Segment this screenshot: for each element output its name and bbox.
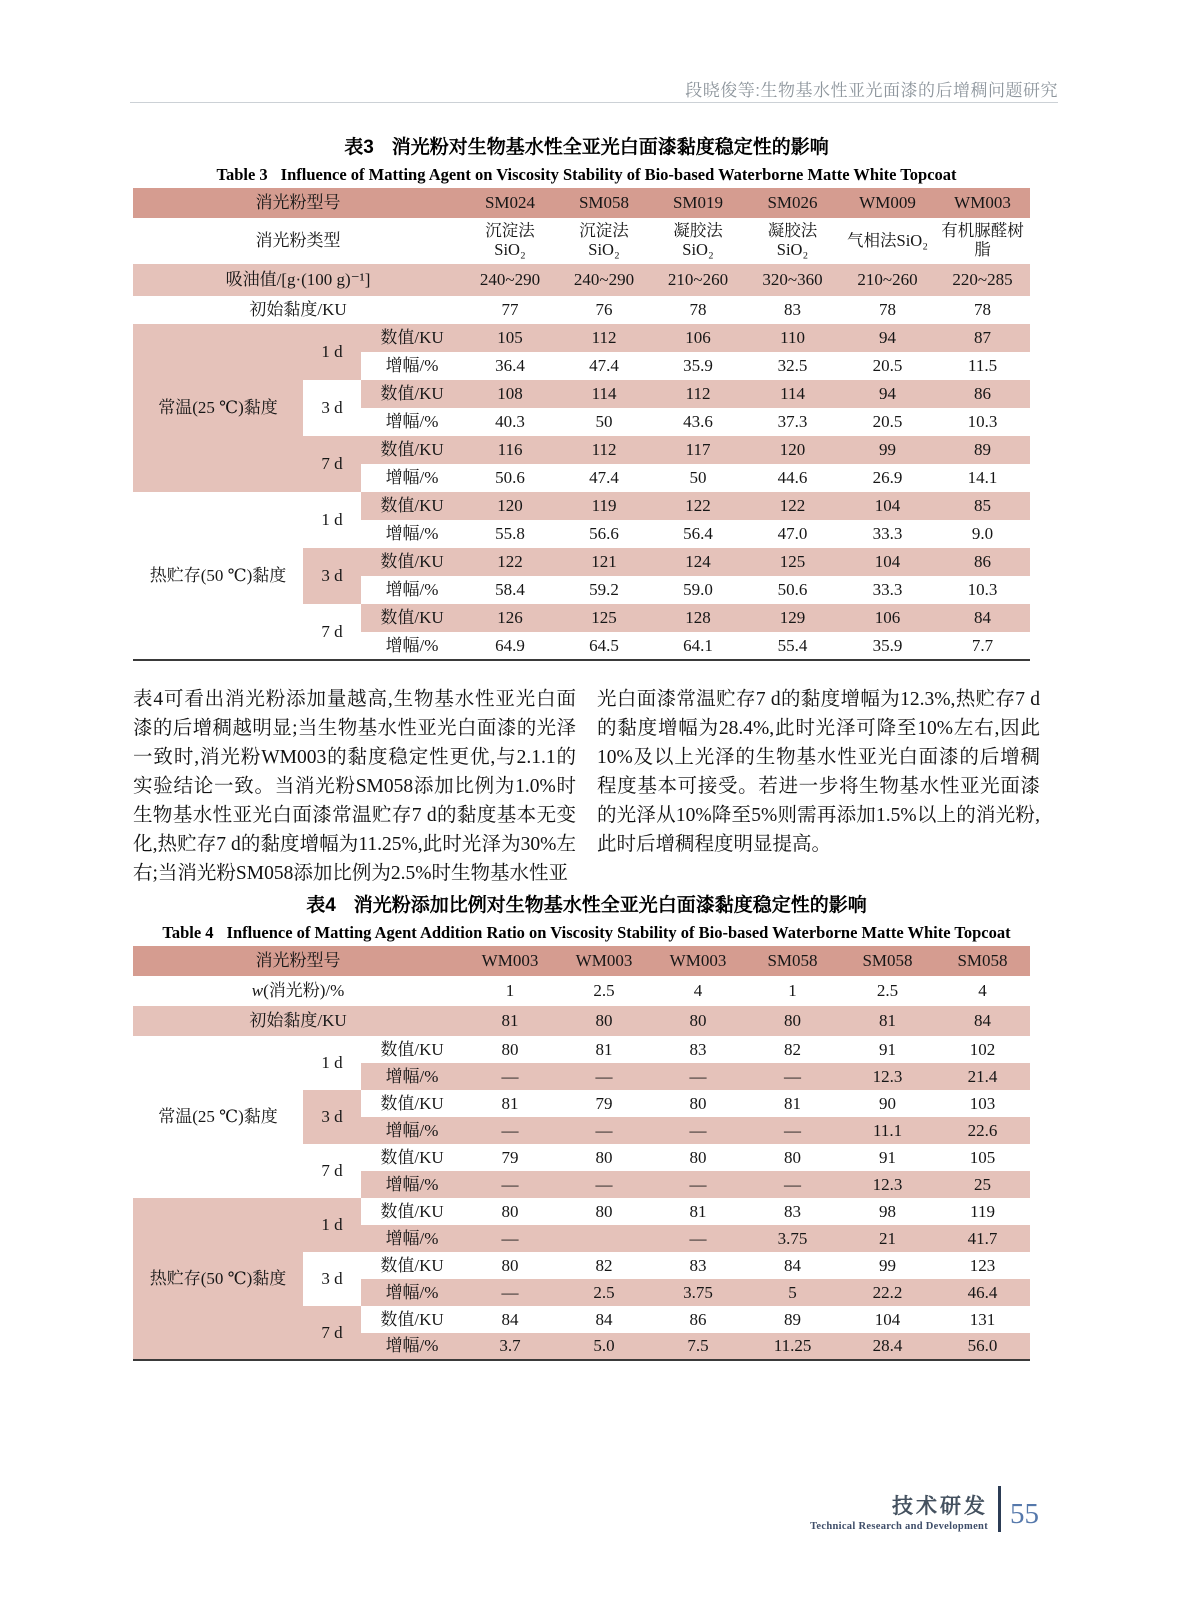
ku-value-cell: 114 [557, 380, 651, 408]
oil-value-cell: 220~285 [935, 264, 1030, 296]
pct-value-cell: 28.4 [840, 1333, 935, 1360]
metric-pct-label-cell: 增幅/% [385, 524, 439, 544]
pct-value-cell: — [463, 1279, 557, 1306]
model-header-cell: SM058 [840, 946, 935, 976]
footer-section [810, 1495, 988, 1532]
ku-value-cell: 86 [689, 1309, 707, 1329]
footer [810, 1486, 1039, 1532]
day-cell: 7 d [321, 621, 343, 641]
footer-section-zh: 技术研发 [892, 1494, 988, 1518]
ku-value-cell: 80 [595, 1147, 613, 1167]
pct-value-cell: 56.6 [589, 524, 619, 544]
ku-value-cell: 131 [969, 1309, 996, 1329]
ku-value-cell: 94 [840, 380, 935, 408]
table3-row [133, 188, 1030, 218]
table3-number-en: Table 3 [216, 165, 268, 184]
metric-pct-label-cell: 增幅/% [361, 1225, 463, 1252]
pct-value-cell: 11.5 [967, 356, 998, 376]
type-cell: 有机脲醛树脂 [941, 221, 1024, 259]
pct-value-cell: 3.75 [745, 1225, 840, 1252]
model-header-cell: SM058 [745, 946, 840, 976]
pct-value-cell: 37.3 [777, 412, 808, 432]
initial-viscosity-cell: 84 [935, 1006, 1030, 1036]
pct-value-cell: 47.4 [589, 468, 619, 488]
metric-ku-label-cell: 数值/KU [380, 1201, 444, 1221]
pct-value-cell: 5 [745, 1279, 840, 1306]
paragraph-right-column: 光白面漆常温贮存7 d的黏度增幅为12.3%,热贮存7 d的黏度增幅为28.4%,此时光泽可降至10%左右,因此10%及以上光泽的生物基水性亚光白面漆的后增稠程度基本可接受。若进一步将生物基水性亚光面漆的光泽从10%降至5%则需再添加1.5%以上的消光粉,此时后增稠程度明显提高。 [597, 689, 1040, 855]
ku-value-cell: 102 [969, 1039, 996, 1059]
metric-ku-label-cell: 数值/KU [380, 1147, 444, 1167]
ku-value-cell: 85 [935, 492, 1030, 520]
pct-value-cell: 26.9 [872, 468, 903, 488]
pct-value-cell: — [651, 1117, 745, 1144]
ratio-label: w(消光粉)/% [251, 981, 345, 1001]
ku-value-cell: 128 [651, 604, 745, 632]
model-header-cell: WM003 [557, 946, 651, 976]
body-text [133, 685, 1040, 888]
oil-value-cell: 320~360 [745, 264, 840, 296]
pct-value-cell: 11.25 [745, 1333, 840, 1360]
pct-value-cell: 41.7 [935, 1225, 1030, 1252]
ku-value-cell: 119 [557, 492, 651, 520]
ku-value-cell: 105 [463, 324, 557, 352]
ku-value-cell: 104 [840, 548, 935, 576]
day-cell: 1 d [303, 1198, 361, 1252]
pct-value-cell [557, 1225, 651, 1252]
ku-value-cell: 129 [745, 604, 840, 632]
pct-value-cell: — [557, 1063, 651, 1090]
ku-value-cell: 114 [745, 380, 840, 408]
initial-viscosity-label: 初始黏度/KU [249, 300, 347, 320]
table3-row [133, 324, 1030, 352]
metric-ku-label-cell: 数值/KU [380, 1309, 444, 1329]
table3-row [133, 264, 1030, 296]
pct-value-cell: — [745, 1117, 840, 1144]
ku-value-cell: 122 [651, 492, 745, 520]
type-cell: 沉淀法 SiO₂ [485, 221, 535, 259]
ku-value-cell: 80 [595, 1201, 613, 1221]
model-header-label: 消光粉型号 [133, 946, 463, 976]
table4-caption-en: Influence of Matting Agent Addition Ratio on Viscosity Stability of Bio-based Waterborne Matte White Topcoat [226, 923, 1011, 942]
ku-value-cell: 98 [879, 1201, 897, 1221]
model-header-cell: WM003 [935, 188, 1030, 218]
metric-ku-label-cell: 数值/KU [361, 548, 463, 576]
pct-value-cell: 35.9 [872, 635, 903, 655]
ku-value-cell: 106 [651, 324, 745, 352]
ku-value-cell: 122 [463, 548, 557, 576]
oil-value-cell: 210~260 [651, 264, 745, 296]
ku-value-cell: 105 [969, 1147, 996, 1167]
table3-row [133, 218, 1030, 264]
pct-value-cell: — [651, 1063, 745, 1090]
ku-value-cell: 120 [745, 436, 840, 464]
pct-value-cell: 50.6 [495, 468, 525, 488]
day-cell: 7 d [321, 1161, 343, 1181]
ratio-cell: 1 [788, 981, 797, 1001]
day-cell: 1 d [321, 510, 343, 530]
metric-pct-label-cell: 增幅/% [361, 1333, 463, 1360]
metric-pct-label-cell: 增幅/% [361, 1171, 463, 1198]
type-cell: 凝胶法 SiO₂ [767, 221, 818, 259]
ku-value-cell: 124 [651, 548, 745, 576]
pct-value-cell: — [745, 1063, 840, 1090]
ku-value-cell: 99 [840, 436, 935, 464]
pct-value-cell: 59.0 [683, 580, 713, 600]
type-label: 消光粉类型 [255, 231, 341, 251]
model-header-cell: WM003 [651, 946, 745, 976]
page-content [133, 0, 1040, 1361]
metric-pct-label-cell: 增幅/% [361, 1117, 463, 1144]
ku-value-cell: 125 [557, 604, 651, 632]
ku-value-cell: 87 [935, 324, 1030, 352]
table3-caption-zh: 消光粉对生物基水性全亚光白面漆黏度稳定性的影响 [391, 137, 829, 158]
ku-value-cell: 126 [463, 604, 557, 632]
ratio-cell: 2.5 [593, 981, 615, 1001]
initial-viscosity-cell: 80 [651, 1006, 745, 1036]
table3-row [133, 492, 1030, 520]
pct-value-cell: 7.5 [651, 1333, 745, 1360]
type-cell: 凝胶法 SiO₂ [673, 221, 723, 259]
pct-value-cell: 21.4 [935, 1063, 1030, 1090]
pct-value-cell: 58.4 [495, 580, 525, 600]
ku-value-cell: 112 [557, 324, 651, 352]
table4 [133, 946, 1030, 1361]
table4-row [133, 1006, 1030, 1036]
pct-value-cell: — [463, 1063, 557, 1090]
pct-value-cell: 56.0 [935, 1333, 1030, 1360]
ku-value-cell: 120 [463, 492, 557, 520]
pct-value-cell: — [557, 1171, 651, 1198]
ku-value-cell: 89 [784, 1309, 802, 1329]
ku-value-cell: 112 [651, 380, 745, 408]
pct-value-cell: 5.0 [557, 1333, 651, 1360]
pct-value-cell: 36.4 [495, 356, 525, 376]
model-header-cell: SM058 [557, 188, 651, 218]
initial-viscosity-cell: 80 [745, 1006, 840, 1036]
ku-value-cell: 99 [879, 1255, 897, 1275]
ku-value-cell: 81 [784, 1093, 802, 1113]
footer-divider [998, 1486, 1001, 1532]
ratio-cell: 4 [978, 981, 987, 1001]
pct-value-cell: 14.1 [967, 468, 998, 488]
pct-value-cell: 10.3 [967, 412, 998, 432]
pct-value-cell: 40.3 [495, 412, 525, 432]
pct-value-cell: 50.6 [777, 580, 808, 600]
model-header-cell: WM003 [463, 946, 557, 976]
ku-value-cell: 104 [840, 492, 935, 520]
initial-viscosity-cell: 81 [840, 1006, 935, 1036]
oil-value-cell: 240~290 [463, 264, 557, 296]
initial-viscosity-cell: 78 [974, 300, 992, 320]
ku-value-cell: 125 [745, 548, 840, 576]
pct-value-cell: — [463, 1117, 557, 1144]
table4-row [133, 1036, 1030, 1063]
metric-ku-label-cell: 数值/KU [361, 604, 463, 632]
ku-value-cell: 103 [969, 1093, 996, 1113]
model-header-cell: SM019 [651, 188, 745, 218]
pct-value-cell: 32.5 [777, 356, 808, 376]
pct-value-cell: 59.2 [589, 580, 619, 600]
model-header-cell: SM058 [935, 946, 1030, 976]
ku-value-cell: 91 [879, 1147, 897, 1167]
metric-ku-label-cell: 数值/KU [361, 436, 463, 464]
ku-value-cell: 84 [784, 1255, 802, 1275]
ku-value-cell: 84 [595, 1309, 613, 1329]
ku-value-cell: 116 [463, 436, 557, 464]
table4-row [133, 946, 1030, 976]
group-label-cell: 常温(25 ℃)黏度 [158, 1107, 278, 1127]
ku-value-cell: 112 [557, 436, 651, 464]
pct-value-cell: 55.4 [777, 635, 808, 655]
ku-value-cell: 104 [874, 1309, 901, 1329]
pct-value-cell: 56.4 [683, 524, 713, 544]
table3-number-zh: 表3 [344, 137, 374, 158]
group-label-cell: 热贮存(50 ℃)黏度 [133, 1198, 303, 1360]
pct-value-cell: 9.0 [971, 524, 994, 544]
running-head: 段晓俊等:生物基水性亚光面漆的后增稠问题研究 [685, 81, 1058, 100]
metric-pct-label-cell: 增幅/% [361, 1063, 463, 1090]
paragraph-left-column: 表4可看出消光粉添加量越高,生物基水性亚光白面漆的后增稠越明显;当生物基水性亚光白面漆的光泽一致时,消光粉WM003的黏度稳定性更优,与2.1.1的实验结论一致。当消光粉SM058添加比例为1.0%时生物基水性亚光白面漆常温贮存7 d的黏度基本无变化,热贮存7 d的黏度增幅为11.25%,此时光泽为30%左右;当消光粉SM058添加比例为2.5%时生物基水性亚 [133, 689, 576, 884]
table4-number-en: Table 4 [162, 923, 214, 942]
type-cell: 沉淀法 SiO₂ [579, 221, 629, 259]
day-cell: 3 d [321, 1269, 343, 1289]
model-header-label: 消光粉型号 [133, 188, 463, 218]
ku-value-cell: 80 [689, 1147, 707, 1167]
ku-value-cell: 84 [501, 1309, 519, 1329]
pct-value-cell: 44.6 [777, 468, 808, 488]
ku-value-cell: 117 [651, 436, 745, 464]
ku-value-cell: 80 [501, 1255, 519, 1275]
ku-value-cell: 119 [970, 1201, 995, 1221]
ku-value-cell: 110 [745, 324, 840, 352]
initial-viscosity-cell: 77 [501, 300, 519, 320]
pct-value-cell: 2.5 [557, 1279, 651, 1306]
group-label-cell: 热贮存(50 ℃)黏度 [149, 565, 287, 585]
ku-value-cell: 89 [935, 436, 1030, 464]
ku-value-cell: 79 [595, 1093, 613, 1113]
initial-viscosity-cell: 78 [689, 300, 707, 320]
day-cell: 7 d [303, 436, 361, 492]
day-cell: 7 d [303, 1306, 361, 1360]
pct-value-cell: — [651, 1171, 745, 1198]
ku-value-cell: 80 [689, 1093, 707, 1113]
pct-value-cell: — [557, 1117, 651, 1144]
footer-page-number: 55 [1010, 1498, 1039, 1530]
model-header-cell: WM009 [840, 188, 935, 218]
pct-value-cell: — [463, 1225, 557, 1252]
table3-row [133, 296, 1030, 324]
ku-value-cell: 80 [784, 1147, 802, 1167]
ku-value-cell: 108 [463, 380, 557, 408]
ku-value-cell: 121 [557, 548, 651, 576]
day-cell: 1 d [321, 1053, 343, 1073]
metric-pct-label-cell: 增幅/% [385, 412, 439, 432]
ku-value-cell: 122 [745, 492, 840, 520]
metric-ku-label-cell: 数值/KU [380, 1255, 444, 1275]
pct-value-cell: — [745, 1171, 840, 1198]
metric-ku-label-cell: 数值/KU [361, 492, 463, 520]
ku-value-cell: 84 [935, 604, 1030, 632]
ku-value-cell: 80 [501, 1201, 519, 1221]
table3-title-zh [133, 136, 1040, 160]
day-cell: 3 d [303, 548, 361, 604]
ku-value-cell: 123 [969, 1255, 996, 1275]
pct-value-cell: 47.0 [777, 524, 808, 544]
pct-value-cell: 3.7 [463, 1333, 557, 1360]
pct-value-cell: 21 [840, 1225, 935, 1252]
ratio-cell: 4 [693, 981, 703, 1001]
pct-value-cell: 12.3 [840, 1063, 935, 1090]
ku-value-cell: 81 [689, 1201, 707, 1221]
pct-value-cell: — [651, 1225, 745, 1252]
table4-row [133, 1198, 1030, 1225]
metric-ku-label-cell: 数值/KU [361, 380, 463, 408]
ku-value-cell: 79 [501, 1147, 519, 1167]
pct-value-cell: 10.3 [967, 580, 998, 600]
pct-value-cell: 64.1 [683, 635, 713, 655]
day-cell: 3 d [303, 1090, 361, 1144]
initial-viscosity-cell: 83 [784, 300, 802, 320]
pct-value-cell: 55.8 [495, 524, 525, 544]
ku-value-cell: 94 [840, 324, 935, 352]
ku-value-cell: 83 [689, 1255, 707, 1275]
type-cell: 气相法SiO₂ [847, 230, 928, 250]
ratio-cell: 1 [505, 981, 515, 1001]
initial-viscosity-cell: 76 [595, 300, 613, 320]
table3 [133, 188, 1030, 661]
pct-value-cell: 64.5 [589, 635, 619, 655]
oil-value-cell: 210~260 [840, 264, 935, 296]
initial-viscosity-cell: 81 [463, 1006, 557, 1036]
pct-value-cell: 20.5 [872, 356, 903, 376]
pct-value-cell: 43.6 [683, 412, 713, 432]
initial-viscosity-cell: 78 [879, 300, 897, 320]
ku-value-cell: 81 [501, 1093, 519, 1113]
table4-row [133, 976, 1030, 1006]
metric-pct-label-cell: 增幅/% [361, 1279, 463, 1306]
table4-title-zh [133, 894, 1040, 918]
pct-value-cell: 11.1 [840, 1117, 935, 1144]
pct-value-cell: — [463, 1171, 557, 1198]
ku-value-cell: 106 [840, 604, 935, 632]
pct-value-cell: 50 [595, 412, 613, 432]
pct-value-cell: 22.6 [935, 1117, 1030, 1144]
metric-ku-label-cell: 数值/KU [361, 324, 463, 352]
model-header-cell: SM026 [745, 188, 840, 218]
metric-ku-label-cell: 数值/KU [380, 1039, 444, 1059]
metric-pct-label-cell: 增幅/% [385, 468, 439, 488]
pct-value-cell: 33.3 [872, 580, 903, 600]
ku-value-cell: 81 [595, 1039, 613, 1059]
group-label-cell: 常温(25 ℃)黏度 [133, 324, 303, 492]
metric-pct-label-cell: 增幅/% [385, 356, 439, 376]
ku-value-cell: 86 [935, 380, 1030, 408]
oil-value-cell: 240~290 [557, 264, 651, 296]
pct-value-cell: 20.5 [872, 412, 903, 432]
pct-value-cell: 3.75 [651, 1279, 745, 1306]
table3-title-en [133, 164, 1040, 185]
ku-value-cell: 83 [689, 1039, 707, 1059]
table4-number-zh: 表4 [306, 895, 336, 916]
pct-value-cell: 50 [689, 468, 707, 488]
ku-value-cell: 82 [595, 1255, 613, 1275]
footer-section-en: Technical Research and Development [810, 1521, 988, 1532]
initial-viscosity-label: 初始黏度/KU [133, 1006, 463, 1036]
pct-value-cell: 47.4 [589, 356, 619, 376]
ku-value-cell: 83 [784, 1201, 802, 1221]
ku-value-cell: 82 [784, 1039, 802, 1059]
ku-value-cell: 90 [879, 1093, 897, 1113]
table4-caption-zh: 消光粉添加比例对生物基水性全亚光白面漆黏度稳定性的影响 [353, 895, 867, 916]
ratio-cell: 2.5 [876, 981, 899, 1001]
day-cell: 3 d [321, 398, 343, 418]
oil-value-label: 吸油值/[g·(100 g)⁻¹] [133, 264, 463, 296]
pct-value-cell: 22.2 [840, 1279, 935, 1306]
pct-value-cell: 7.7 [971, 635, 994, 655]
initial-viscosity-cell: 80 [557, 1006, 651, 1036]
metric-pct-label-cell: 增幅/% [385, 635, 439, 655]
model-header-cell: SM024 [463, 188, 557, 218]
ku-value-cell: 91 [879, 1039, 897, 1059]
pct-value-cell: 46.4 [935, 1279, 1030, 1306]
metric-pct-label-cell: 增幅/% [385, 580, 439, 600]
ku-value-cell: 80 [501, 1039, 519, 1059]
pct-value-cell: 33.3 [872, 524, 903, 544]
table4-title-en [133, 922, 1040, 943]
pct-value-cell: 25 [935, 1171, 1030, 1198]
day-cell: 1 d [303, 324, 361, 380]
pct-value-cell: 12.3 [840, 1171, 935, 1198]
table3-caption-en: Influence of Matting Agent on Viscosity Stability of Bio-based Waterborne Matte White Topcoat [280, 165, 957, 184]
pct-value-cell: 64.9 [495, 635, 525, 655]
pct-value-cell: 35.9 [683, 356, 713, 376]
ku-value-cell: 86 [935, 548, 1030, 576]
metric-ku-label-cell: 数值/KU [380, 1093, 444, 1113]
